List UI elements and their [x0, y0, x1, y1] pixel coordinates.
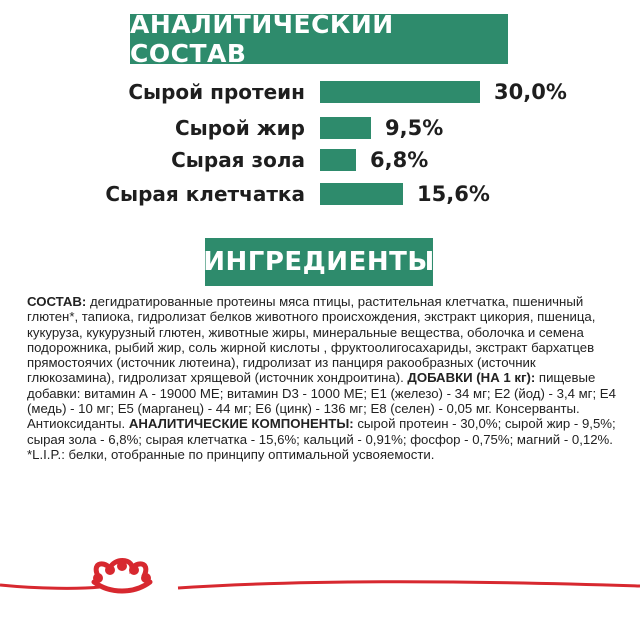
ingredients-banner: ИНГРЕДИЕНТЫ: [205, 238, 433, 286]
lip-footnote: *L.I.P.: белки, отобранные по принципу оптимальной усвояемости.: [27, 446, 435, 462]
bar-value-label: 9,5%: [385, 116, 444, 140]
bar-value-label: 15,6%: [417, 182, 490, 206]
bar-category-label: Сырая зола: [171, 148, 305, 172]
bar-value-label: 30,0%: [494, 80, 567, 104]
analytic-components-heading: АНАЛИТИЧЕСКИЕ КОМПОНЕНТЫ:: [128, 416, 354, 432]
bar-category-label: Сырая клетчатка: [105, 182, 305, 206]
bar-category-label: Сырой жир: [174, 116, 305, 140]
additives-heading: ДОБАВКИ (НА 1 кг):: [407, 370, 536, 386]
analytic-components-text: сырой протеин - 30,0%; сырой жир - 9,5%; сырая зола - 6,8%; сырая клетчатка - 15,6%; кальций - 0,91%; фосфор - 0,75%; магний - 0,12%.: [27, 416, 616, 447]
red-swoosh-line: [0, 585, 100, 588]
bar: [320, 183, 403, 205]
crown-icon: [93, 561, 151, 592]
ingredients-text-block: [27, 294, 617, 462]
bar: [320, 149, 356, 171]
royal-canin-footer: [0, 556, 640, 630]
analytic-composition-banner: АНАЛИТИЧЕСКИЙ СОСТАВ: [130, 14, 508, 64]
bar: [320, 81, 480, 103]
bar-category-label: Сырой протеин: [128, 80, 305, 104]
additives-text: пищевые добавки: витамин А - 19000 МЕ; витамин D3 - 1000 МЕ; Е1 (железо) - 34 мг; Е2 (йод) - 3,4 мг; Е4 (медь) - 10 мг; Е5 (марганец) - 44 мг; Е6 (цинк) - 136 мг; Е8 (селен) - 0,05 мг. Консерванты. Антиоксиданты.: [27, 370, 616, 432]
sostav-text: дегидратированные протеины мяса птицы, растительная клетчатка, пшеничный глютен*, тапиока, гидролизат белков животного происхождения, экстракт цикория, пшеница, кукуруза, кукурузный глютен, животные жиры, минеральные вещества, оболочка и семена подорожника, рыбий жир, соль жирной кислоты , фруктоолигосахариды, экстракт бархатцев прямостоячих (источник лютеина), гидролизат из панциря ракообразных (источник глюкозамина), гидролизат хрящевой (источник хондроитина).: [27, 294, 596, 386]
red-swoosh-right: [178, 582, 640, 588]
sostav-heading: СОСТАВ:: [27, 294, 87, 309]
bar: [320, 117, 371, 139]
bar-value-label: 6,8%: [370, 148, 429, 172]
